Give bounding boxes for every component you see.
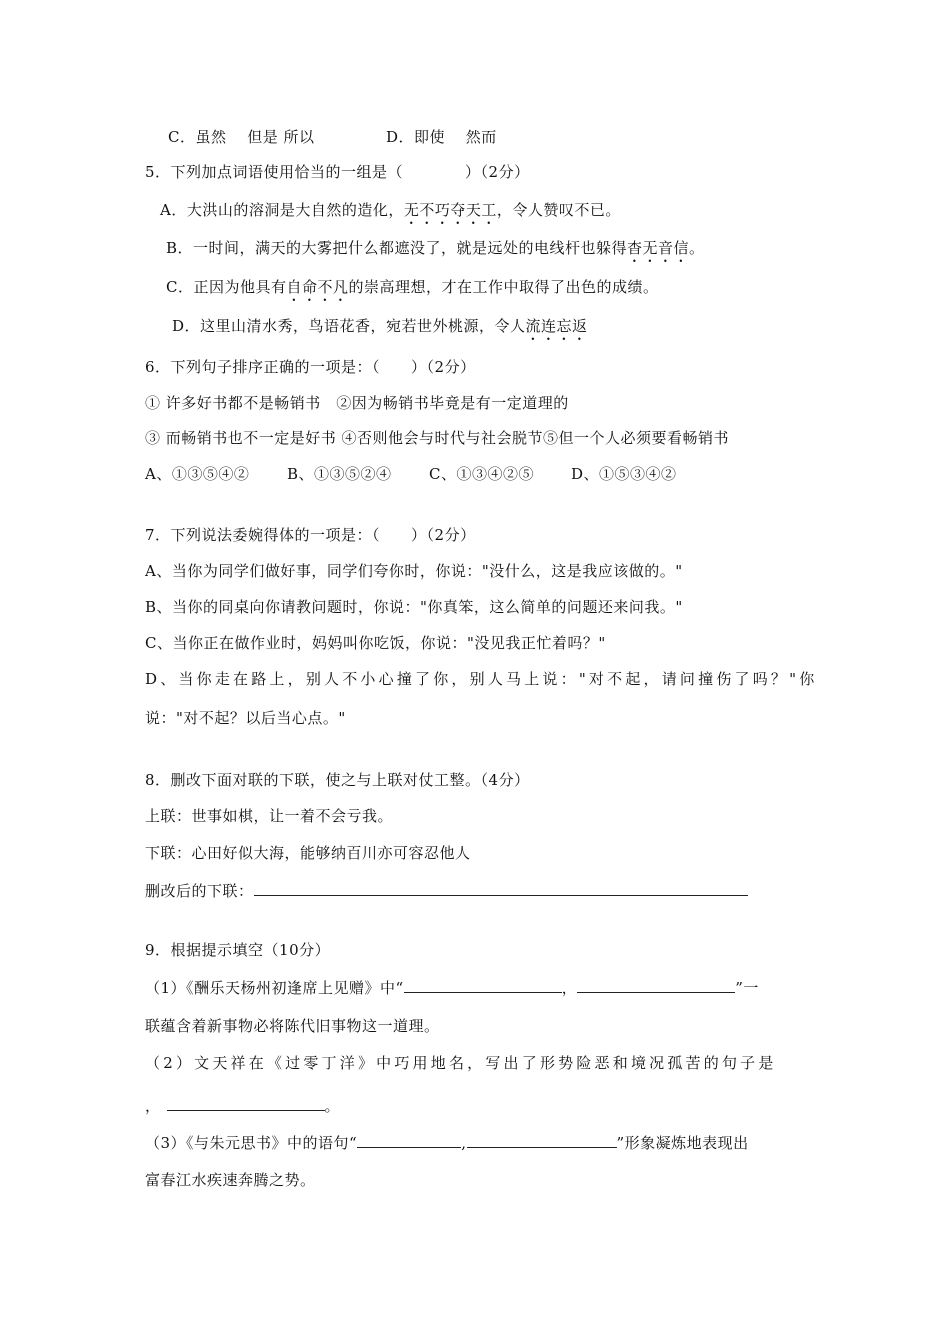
q6-option-c: C、①③④②⑤ — [429, 465, 534, 483]
q9-part2-end: 。 — [324, 1097, 341, 1115]
q5-c-text-end: 的崇高理想，才在工作中取得了出色的成绩。 — [348, 278, 659, 296]
q5-b-text-end: 。 — [689, 239, 705, 257]
q5-stem: 5．下列加点词语使用恰当的一组是（ ）（2分） — [145, 163, 530, 181]
q9-part1-text-end: ”一 — [735, 979, 759, 997]
q9-part1-text: （1）《酬乐天杨州初逢席上见赠》中“ — [145, 979, 404, 997]
q7-option-a: A、当你为同学们做好事，同学们夸你时，你说："没什么，这是我应该做的。" — [145, 562, 683, 580]
q9-part1-comma: ， — [561, 979, 578, 997]
q6-option-d: D、①⑤③④② — [571, 465, 677, 483]
q8-stem: 8．删改下面对联的下联，使之与上联对仗工整。（4分） — [145, 771, 530, 789]
q5-option-b — [166, 238, 705, 266]
q7-option-d-line2: 说："对不起？以后当心点。" — [145, 709, 346, 727]
q5-b-dotted-word: 杳无音信 — [627, 239, 690, 257]
q9-part1-continuation: 联蕴含着新事物必将陈代旧事物这一道理。 — [145, 1017, 440, 1035]
q6-option-a: A、①③⑤④② — [145, 465, 250, 483]
q9-part1-line — [145, 976, 759, 998]
q4-option-d: D．即使 然而 — [386, 128, 497, 146]
q6-stem: 6．下列句子排序正确的一项是：（ ）（2分） — [145, 358, 476, 376]
q9-stem: 9．根据提示填空（10分） — [145, 941, 331, 959]
q5-d-text: D．这里山清水秀，鸟语花香，宛若世外桃源，令人 — [172, 317, 526, 335]
q5-a-text-end: ，令人赞叹不已。 — [496, 201, 621, 219]
q9-part3-text-end: ”形象凝炼地表现出 — [616, 1134, 749, 1152]
q5-option-c — [166, 277, 659, 305]
q8-answer-blank[interactable] — [254, 879, 748, 896]
q4-option-c: C．虽然 但是 所以 — [168, 128, 315, 146]
q5-b-text: B．一时间，满天的大雾把什么都遮没了，就是远处的电线杆也躲得 — [166, 239, 628, 257]
q8-revised-label: 删改后的下联： — [145, 882, 254, 900]
q9-part3-comma: , — [461, 1134, 467, 1152]
q9-part3-continuation: 富春江水疾速奔腾之势。 — [145, 1171, 316, 1189]
q9-part2-blank[interactable] — [167, 1094, 325, 1111]
q5-d-dotted-word: 流连忘返 — [525, 317, 588, 335]
q5-c-dotted-word: 自命不凡 — [286, 278, 349, 296]
q6-option-b: B、①③⑤②④ — [287, 465, 392, 483]
q7-stem: 7．下列说法委婉得体的一项是：（ ）（2分） — [145, 526, 476, 544]
q7-option-d-line1: D、当你走在路上，别人不小心撞了你，别人马上说："对不起，请问撞伤了吗？"你 — [145, 670, 818, 688]
q7-option-b: B、当你的同桌向你请教问题时，你说："你真笨，这么简单的问题还来问我。" — [145, 598, 683, 616]
q9-part1-blank-1[interactable] — [404, 976, 562, 993]
q9-part3-blank-1[interactable] — [357, 1131, 461, 1148]
q5-c-text: C．正因为他具有 — [166, 278, 287, 296]
q5-option-a — [160, 200, 621, 228]
q5-a-text: A．大洪山的溶洞是大自然的造化， — [160, 201, 404, 219]
q8-lower-couplet: 下联：心田好似大海，能够纳百川亦可容忍他人 — [145, 844, 471, 862]
q9-part2-comma: ， — [145, 1097, 161, 1115]
q9-part2-answer-line — [145, 1094, 340, 1116]
q9-part1-blank-2[interactable] — [577, 976, 735, 993]
q6-sentences-1: ① 许多好书都不是畅销书 ②因为畅销书毕竟是有一定道理的 — [145, 394, 569, 412]
q8-revised-line — [145, 879, 748, 901]
q5-option-d — [172, 316, 588, 344]
q9-part3-text: （3）《与朱元思书》中的语句“ — [145, 1134, 358, 1152]
q5-a-dotted-word: 无不巧夺天工 — [403, 201, 497, 219]
q8-upper-couplet: 上联：世事如棋，让一着不会亏我。 — [145, 807, 394, 825]
q6-sentences-2: ③ 而畅销书也不一定是好书 ④否则他会与时代与社会脱节⑤但一个人必须要看畅销书 — [145, 429, 730, 447]
q7-option-c: C、当你正在做作业时，妈妈叫你吃饭，你说："没见我正忙着吗？" — [145, 634, 606, 652]
q9-part2-line: （2）文天祥在《过零丁洋》中巧用地名，写出了形势险恶和境况孤苦的句子是 — [145, 1054, 777, 1072]
q9-part3-blank-2[interactable] — [467, 1131, 617, 1148]
q9-part3-line — [145, 1131, 749, 1153]
